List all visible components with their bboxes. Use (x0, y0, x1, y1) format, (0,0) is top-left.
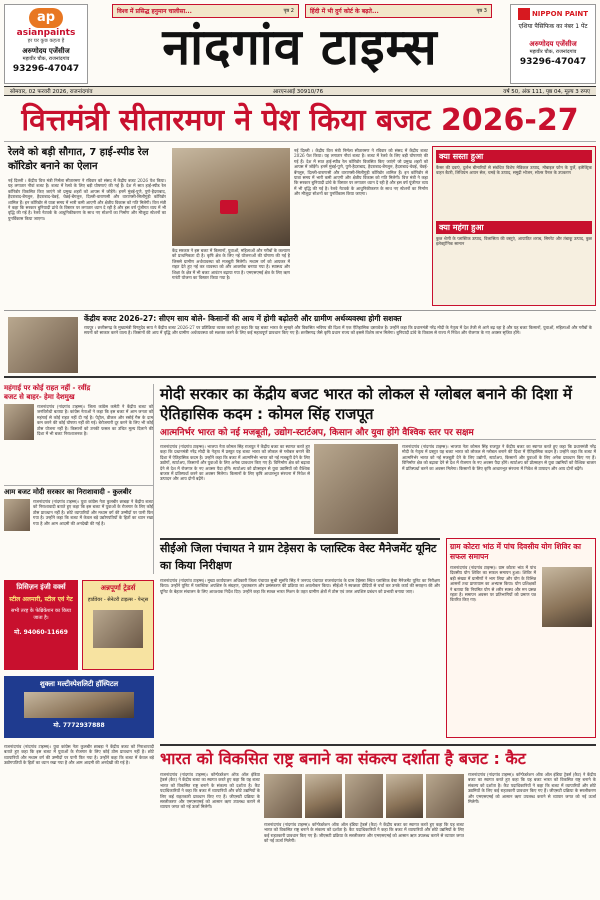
member-photo-3 (345, 774, 383, 818)
left-body2: राजनांदगांव (नांदगांव टाइम्स)। युवा कांग्रेस नेता कुलबीर छाबड़ा ने केंद्रीय बजट को निराशावादी बताते हुए कहा कि इस बजट में युवाओं के रोजगार के लिए कोई ठोस प्रावधान नहीं है। छोटे व्यापारियों और मध्यम वर्ग की उम्मीदों पर पानी फिर गया है। उन्होंने कहा कि बजट में केवल बड़े उद्योगपतियों के हितों का ध्यान रखा गया है और आम आदमी की अनदेखी की गई है। (33, 499, 153, 526)
story5-body: राजनांदगांव (नांदगांव टाइम्स)। ग्राम कोटरा भांठ में पांच दिवसीय योग शिविर का सफल समापन हुआ। शिविर में बड़ी संख्या में ग्रामीणों ने भाग लिया और योग के विभिन्न आसनों तथा प्राणायाम का अभ्यास किया। योग प्रशिक्षकों ने बताया कि नियमित योग से शरीर स्वस्थ और मन प्रसन्न रहता है। समापन अवसर पर प्रतिभागियों को प्रमाण पत्र वितरित किए गए। (450, 565, 536, 603)
precision-title: प्रिसिज़न इंजी वर्क्स (16, 583, 66, 591)
left-body1: राजनांदगांव (नांदगांव टाइम्स)। जिला कांग्रेस कमेटी ने केंद्रीय बजट को जनविरोधी बताया है। कांग्रेस नेताओं ने कहा कि इस बजट में आम जनता को महंगाई से कोई राहत नहीं दी गई है। पेट्रोल, डीजल और रसोई गैस के दाम कम करने की कोई घोषणा नहीं की गई। बेरोजगारी दूर करने के लिए भी कोई ठोस योजना नहीं है। किसानों को उनकी फसल का उचित मूल्य दिलाने की दिशा में भी बजट निराशाजनक है। (37, 404, 153, 437)
precision-phone: मो. 94060-11669 (14, 629, 68, 636)
costlier-title: क्या महंगा हुआ (436, 221, 592, 234)
left-head2[interactable]: आम बजट मोदी सरकार का निराशावादी - कुलबीर (4, 485, 153, 497)
asianpaints-logo-icon: ap (29, 8, 63, 28)
rajput-photo (314, 444, 398, 534)
teaser-left-page: पृष्ठ 2 (283, 8, 294, 14)
teaser-left-text: विश्व में प्रसिद्ध हनुमान चालीसा... (117, 8, 192, 15)
cm-photo (8, 317, 78, 373)
teaser-right-text: हिंदी में भी दुर्ग कोर्ट के बढ़ते... (310, 8, 379, 15)
precision-sub: स्टील अलमारी, स्टील एवं गेट (9, 596, 73, 603)
story1-headline[interactable]: रेलवे को बड़ी सौगात, 7 हाई-स्पीड रेल कॉरिडोर बनाने का ऐलान (8, 147, 149, 172)
story3-body-col2: राजनांदगांव (नांदगांव टाइम्स)। भाजपा नेता कोमल सिंह राजपूत ने केंद्रीय बजट का स्वागत करते हुए कहा कि प्रधानमंत्री नरेंद्र मोदी के नेतृत्व में प्रस्तुत यह बजट भारत को लोकल से ग्लोबल बनाने की दिशा में ऐतिहासिक कदम है। उन्होंने कहा कि बजट में आत्मनिर्भर भारत को नई मजबूती देने के लिए उद्योगों, स्टार्टअप, किसानों और युवाओं के लिए अनेक प्रावधान किए गए हैं। विनिर्माण क्षेत्र को बढ़ावा देने से देश में रोजगार के नए अवसर पैदा होंगे। स्टार्टअप को प्रोत्साहन से युवा उद्यमियों को वैश्विक बाजार में प्रतिस्पर्धा करने का अवसर मिलेगा। किसानों के लिए कृषि आधारभूत संरचना में निवेश से उत्पादन और आय दोनों बढ़ेंगे। (402, 444, 596, 471)
story3-subhead[interactable]: आत्मनिर्भर भारत को नई मजबूती, उद्योग-स्टार्टअप, किसान और युवा होंगे वैश्विक स्तर पर सक्षम (160, 426, 596, 440)
hospital-ad[interactable] (4, 676, 154, 738)
left-column (4, 384, 154, 574)
hospital-title: शुक्ला मल्टीस्पेशलिटी हॉस्पिटल (39, 680, 119, 688)
story5-block (446, 538, 596, 738)
nippon-tagline: एशिया पैसिफिक का नंबर 1 पेंट (518, 23, 588, 30)
story6-headline[interactable]: भारत को विकसित राष्ट्र बनाने का संकल्प दर्शाता है बजट : कैट (160, 744, 596, 770)
nippon-brand: NIPPON PAINT (531, 10, 589, 18)
precision-sub2: सभी तरह के फेब्रिकेशन का किया जाता है। (10, 608, 71, 621)
red-tablet-icon (220, 200, 238, 214)
issue-info: वर्ष 50, अंक 111, पृष्ठ 04, मूल्य 3 रुपए (503, 89, 590, 95)
teaser-right-page: पृष्ठ 3 (476, 8, 487, 14)
story2-headline[interactable]: केंद्रीय बजट 2026-27: सीएम साय बोले- किसानों की आय में होगी बढ़ोतरी और ग्रामीण अर्थव्यवस्था होगी सशक्त (84, 314, 402, 323)
hospital-phone: मो. 7772937888 (53, 722, 105, 729)
member-photo-5 (426, 774, 464, 818)
nippon-phone: 93296-47047 (519, 57, 587, 67)
main-headline[interactable]: वित्तमंत्री सीतारमण ने पेश किया बजट 2026-27 (4, 100, 596, 142)
cheaper-title: क्या सस्ता हुआ (436, 150, 592, 163)
asianpaints-address: महावीर चौक, राजनांदगांव (22, 56, 70, 62)
story4-body: राजनांदगांव (नांदगांव टाइम्स)। मुख्य कार्यपालन अधिकारी जिला पंचायत सुश्री सुरुचि सिंह ने जनपद पंचायत राजनांदगांव के ग्राम टेड़ेसरा स्थित प्लास्टिक वेस्ट मैनेजमेंट यूनिट का निरीक्षण किया। उन्होंने यूनिट में प्लास्टिक अपशिष्ट के संग्रहण, पृथक्करण और प्रसंस्करण की प्रक्रिया का अवलोकन किया। सीईओ ने स्वच्छता दीदियों से चर्चा कर उनके कार्य की सराहना की और यूनिट के बेहतर संचालन के लिए आवश्यक निर्देश दिए। उन्होंने कहा कि स्वच्छ भारत मिशन के तहत ग्रामीण क्षेत्रों में ठोस एवं तरल अपशिष्ट प्रबंधन को प्रभावी बनाया जाए। (160, 578, 440, 594)
story3-headline[interactable]: मोदी सरकार का केंद्रीय बजट भारत को लोकल से ग्लोबल बनाने की दिशा में ऐतिहासिक कदम : कोमल सिंह राजपूत (160, 385, 572, 423)
asianpaints-tagline: हर घर कुछ कहता है (27, 38, 65, 44)
nippon-dealer: अरुणोदय एजेंसीज (529, 40, 577, 48)
asianpaints-brand: asianpaints (16, 28, 76, 38)
asianpaints-dealer: अरुणोदय एजेंसीज (22, 47, 70, 55)
member-photo-2 (305, 774, 343, 818)
story1c-body: नई दिल्ली । केंद्रीय वित्त मंत्री निर्मला सीतारमण ने रविवार को संसद में केंद्रीय बजट 2026 पेश किया। यह लगातार नौवां बजट है। बजट में रेलवे के लिए बड़ी घोषणाएं की गई हैं। देश में सात हाई-स्पीड रेल कॉरिडोर विकसित किए जाएंगे जो प्रमुख शहरों को आपस में जोड़ेंगे। इनमें मुंबई-पुणे, पुणे-हैदराबाद, हैदराबाद-बेंगलुरु, हैदराबाद-चेन्नई, चेन्नई-बेंगलुरु, दिल्ली-वाराणसी और वाराणसी-सिलीगुड़ी कॉरिडोर शामिल हैं। इन कॉरिडोर से यात्रा समय में भारी कमी आएगी और क्षेत्रीय विकास को गति मिलेगी। वित्त मंत्री ने कहा कि सरकार बुनियादी ढांचे के विस्तार पर लगातार ध्यान दे रही है और इस वर्ष पूंजीगत व्यय में भी वृद्धि की गई है। रेलवे नेटवर्क के आधुनिकीकरण के साथ नए स्टेशनों का निर्माण और मौजूदा स्टेशनों का पुनर्विकास किया जाएगा। (294, 148, 428, 197)
left-photo1 (4, 404, 34, 440)
story6-body-col1: राजनांदगांव (नांदगांव टाइम्स)। कॉन्फेडरेशन ऑफ ऑल इंडिया ट्रेडर्स (कैट) ने केंद्रीय बजट का स्वागत करते हुए कहा कि यह बजट भारत को विकसित राष्ट्र बनाने के संकल्प को दर्शाता है। कैट पदाधिकारियों ने कहा कि बजट में व्यापारियों और छोटे उद्यमियों के लिए कई राहतकारी प्रावधान किए गए हैं। जीएसटी प्रक्रिया के सरलीकरण और एमएसएमई को आसान ऋण उपलब्ध कराने से व्यापार जगत को नई ऊर्जा मिलेगी। (160, 772, 260, 810)
costlier-items: कुछ श्रेणी के प्लास्टिक उत्पाद, विलासिता की वस्तुएं, आयातित शराब, सिगरेट और तंबाकू उत्पाद, कुछ इलेक्ट्रॉनिक सामान (436, 236, 592, 247)
cheaper-items: कैंसर की दवाएं, दुर्लभ बीमारियों से संबंधित विशेष मेडिकल उत्पाद, मोबाइल फोन के पुर्जे, इलेक्ट्रिक वाहन बैटरी, लिथियम आयन सेल, चमड़े के उत्पाद, समुद्री भोजन, सोलर पैनल के उपकरण (436, 165, 592, 176)
nippon-address: महावीर चौक, राजनांदगांव (529, 49, 577, 55)
date-line: सोमवार, 02 फरवरी 2026, राजनांदगांव (10, 89, 93, 95)
yoga-photo (542, 567, 592, 627)
date-bar (4, 86, 596, 96)
hospital-building-icon (24, 692, 134, 718)
story1b-body: केंद्र सरकार ने इस बजट में किसानों, युवाओं, महिलाओं और गरीबों के कल्याण को प्राथमिकता दी है। कृषि क्षेत्र के लिए नई योजनाओं की घोषणा की गई है जिससे ग्रामीण अर्थव्यवस्था को मजबूती मिलेगी। मध्यम वर्ग को आयकर में राहत देते हुए नई कर व्यवस्था को और आकर्षक बनाया गया है। स्वास्थ्य और शिक्षा के क्षेत्र में भी बजट आवंटन बढ़ाया गया है। एमएसएमई क्षेत्र के लिए ऋण गारंटी योजना का विस्तार किया गया है। (172, 248, 290, 281)
story4-headline[interactable]: सीईओ जिला पंचायत ने ग्राम टेड़ेसरा के प्लास्टिक वेस्ट मैनेजमेंट यूनिट का किया निरीक्षण (160, 538, 440, 574)
left-photo2 (4, 499, 30, 531)
precision-ad[interactable] (4, 580, 78, 670)
budget-photo (172, 148, 290, 246)
annapurna-title: अन्नपूर्णा ट्रेडर्स (100, 584, 136, 592)
left-head1[interactable]: महंगाई पर कोई राहत नहीं - रवींद्र (4, 384, 91, 392)
nippon-logo-icon (518, 8, 530, 20)
story6-body-col2: राजनांदगांव (नांदगांव टाइम्स)। कॉन्फेडरेशन ऑफ ऑल इंडिया ट्रेडर्स (कैट) ने केंद्रीय बजट का स्वागत करते हुए कहा कि यह बजट भारत को विकसित राष्ट्र बनाने के संकल्प को दर्शाता है। कैट पदाधिकारियों ने कहा कि बजट में व्यापारियों और छोटे उद्यमियों के लिए कई राहतकारी प्रावधान किए गए हैं। जीएसटी प्रक्रिया के सरलीकरण और एमएसएमई को आसान ऋण उपलब्ध कराने से व्यापार जगत को नई ऊर्जा मिलेगी। (264, 822, 464, 844)
story2-body: रायपुर । छत्तीसगढ़ के मुख्यमंत्री विष्णुदेव साय ने केंद्रीय बजट 2026-27 पर प्रतिक्रिया व्यक्त करते हुए कहा कि यह बजट भारत के सुनहरे और विकसित भविष्य की दिशा में एक ऐतिहासिक दस्तावेज है। उन्होंने कहा कि प्रधानमंत्री नरेंद्र मोदी के नेतृत्व में देश तेजी से आगे बढ़ रहा है और यह बजट किसानों, युवाओं, महिलाओं और गरीबों के सपनों को साकार करने वाला है। किसानों की आय में वृद्धि और ग्रामीण अर्थव्यवस्था को सशक्त करने के लिए कई महत्वपूर्ण प्रावधान किए गए हैं। छत्तीसगढ़ जैसे कृषि प्रधान राज्य को इससे विशेष लाभ मिलेगा। बुनियादी ढांचे के विकास से राज्य में निवेश और रोजगार के नए अवसर सृजित होंगे। (84, 325, 592, 336)
nippon-ad[interactable] (510, 4, 596, 84)
asianpaints-ad[interactable] (4, 4, 88, 84)
story6-body-col3: राजनांदगांव (नांदगांव टाइम्स)। कॉन्फेडरेशन ऑफ ऑल इंडिया ट्रेडर्स (कैट) ने केंद्रीय बजट का स्वागत करते हुए कहा कि यह बजट भारत को विकसित राष्ट्र बनाने के संकल्प को दर्शाता है। कैट पदाधिकारियों ने कहा कि बजट में व्यापारियों और छोटे उद्यमियों के लिए कई राहतकारी प्रावधान किए गए हैं। जीएसटी प्रक्रिया के सरलीकरण और एमएसएमई को आसान ऋण उपलब्ध कराने से व्यापार जगत को नई ऊर्जा मिलेगी। (468, 772, 596, 805)
budget-sidebar-box (432, 146, 596, 306)
member-photo-4 (386, 774, 424, 818)
story5-headline[interactable]: ग्राम कोटरा भांठ में पांच दिवसीय योग शिविर का सफल समापन (450, 542, 581, 561)
left-head1b[interactable]: बजट से बाहर- हेमा देशमुख (4, 393, 75, 401)
annapurna-sub: हार्डवेयर - सेनेटरी टाइल्स - पेन्ट्स (87, 597, 149, 603)
story3-body-col1: राजनांदगांव (नांदगांव टाइम्स)। भाजपा नेता कोमल सिंह राजपूत ने केंद्रीय बजट का स्वागत करते हुए कहा कि प्रधानमंत्री नरेंद्र मोदी के नेतृत्व में प्रस्तुत यह बजट भारत को लोकल से ग्लोबल बनाने की दिशा में ऐतिहासिक कदम है। उन्होंने कहा कि बजट में आत्मनिर्भर भारत को नई मजबूती देने के लिए उद्योगों, स्टार्टअप, किसानों और युवाओं के लिए अनेक प्रावधान किए गए हैं। विनिर्माण क्षेत्र को बढ़ावा देने से देश में रोजगार के नए अवसर पैदा होंगे। स्टार्टअप को प्रोत्साहन से युवा उद्यमियों को वैश्विक बाजार में प्रतिस्पर्धा करने का अवसर मिलेगा। किसानों के लिए कृषि आधारभूत संरचना में निवेश से उत्पादन और आय दोनों बढ़ेंगे। (160, 444, 310, 482)
story1-body: नई दिल्ली । केंद्रीय वित्त मंत्री निर्मला सीतारमण ने रविवार को संसद में केंद्रीय बजट 2026 पेश किया। यह लगातार नौवां बजट है। बजट में रेलवे के लिए बड़ी घोषणाएं की गई हैं। देश में सात हाई-स्पीड रेल कॉरिडोर विकसित किए जाएंगे जो प्रमुख शहरों को आपस में जोड़ेंगे। इनमें मुंबई-पुणे, पुणे-हैदराबाद, हैदराबाद-बेंगलुरु, हैदराबाद-चेन्नई, चेन्नई-बेंगलुरु, दिल्ली-वाराणसी और वाराणसी-सिलीगुड़ी कॉरिडोर शामिल हैं। इन कॉरिडोर से यात्रा समय में भारी कमी आएगी और क्षेत्रीय विकास को गति मिलेगी। वित्त मंत्री ने कहा कि सरकार बुनियादी ढांचे के विस्तार पर लगातार ध्यान दे रही है और इस वर्ष पूंजीगत व्यय में भी वृद्धि की गई है। रेलवे नेटवर्क के आधुनिकीकरण के साथ नए स्टेशनों का निर्माण और मौजूदा स्टेशनों का पुनर्विकास किया जाएगा। (8, 178, 166, 221)
kait-photo-strip (264, 774, 464, 818)
annapurna-product-icon (93, 610, 143, 648)
newspaper-title: नांदगांव टाइम्स (162, 18, 438, 76)
asianpaints-phone: 93296-47047 (12, 64, 80, 74)
annapurna-ad[interactable] (82, 580, 154, 670)
member-photo-1 (264, 774, 302, 818)
regd-number: आरएनआई 30910/76 (272, 89, 324, 95)
left-bottom-body: राजनांदगांव (नांदगांव टाइम्स)। युवा कांग्रेस नेता कुलबीर छाबड़ा ने केंद्रीय बजट को निराशावादी बताते हुए कहा कि इस बजट में युवाओं के रोजगार के लिए कोई ठोस प्रावधान नहीं है। छोटे व्यापारियों और मध्यम वर्ग की उम्मीदों पर पानी फिर गया है। उन्होंने कहा कि बजट में केवल बड़े उद्योगपतियों के हितों का ध्यान रखा गया है और आम आदमी की अनदेखी की गई है। (4, 744, 154, 766)
story2-block (4, 310, 596, 378)
